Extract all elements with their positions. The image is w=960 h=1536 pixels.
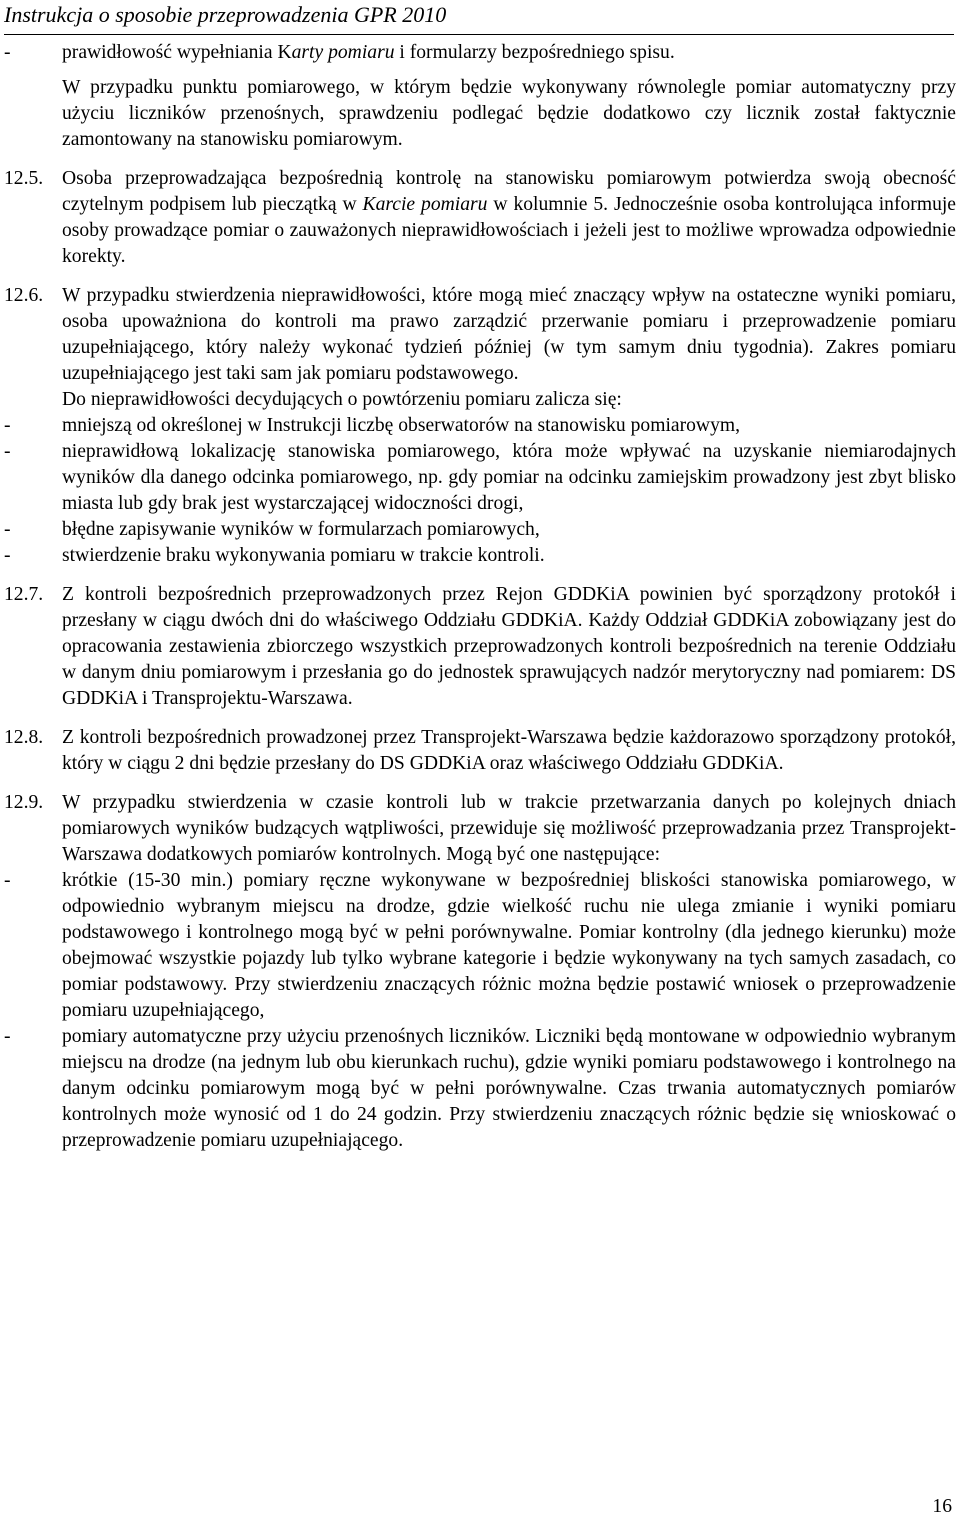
section-number: 12.9. [4,792,44,813]
section-12-9 [4,790,956,868]
section-text: Z kontroli bezpośrednich prowadzonej przez Transprojekt-Warszawa będzie każdorazowo sporządzony protokół, który w ciągu 2 dni będzie przesłany do DS GDDKiA oraz właściwego Oddziału GDDKiA. [62,727,956,774]
section-12-5 [4,166,956,270]
list-item: - błędne zapisywanie wyników w formularzach pomiarowych, [4,517,956,543]
bullet-dash: - [4,545,11,566]
bullet-dash: - [4,441,11,462]
section-number: 12.7. [4,584,44,605]
intro-bullet-text: prawidłowość wypełniania Karty pomiaru i formularzy bezpośredniego spisu. [62,42,675,63]
section-lead: Do nieprawidłowości decydujących o powtórzeniu pomiaru zalicza się: [62,389,622,410]
section-number: 12.8. [4,727,44,748]
bullet-dash: - [4,42,11,63]
bullet-dash: - [4,870,11,891]
section-text: W przypadku stwierdzenia w czasie kontroli lub w trakcie przetwarzania danych po kolejnych dniach pomiarowych wyników budzących wątpliwości, przewiduje się możliwość przeprowadzania przez Transprojekt-Warszawa dodatkowych pomiarów kontrolnych. Mogą być one następujące: [62,792,956,865]
section-number: 12.5. [4,168,44,189]
page-number: 16 [932,1496,952,1517]
bullet-dash: - [4,415,11,436]
section-12-7 [4,582,956,712]
intro-bullet [4,40,956,66]
running-header [4,0,954,35]
intro-paragraph: W przypadku punktu pomiarowego, w którym będzie wykonywany równolegle pomiar automatyczny przy użyciu liczników przenośnych, sprawdzeniu podlegać będzie dodatkowo czy licznik został faktycznie zamontowany na stanowisku pomiarowym. [62,77,956,150]
list-item: - mniejszą od określonej w Instrukcji liczbę obserwatorów na stanowisku pomiarowym, [4,413,956,439]
section-text: W przypadku stwierdzenia nieprawidłowości, które mogą mieć znaczący wpływ na ostateczne wyniki pomiaru, osoba upoważniona do kontroli ma prawo zarządzić przerwanie pomiaru i przeprowadzenie pomiaru uzupełniającego, który należy wykonać tydzień później (w tym samym dniu tygodnia). Zakres pomiaru uzupełniającego jest taki sam jak pomiaru podstawowego. [62,285,956,384]
section-text: Z kontroli bezpośrednich przeprowadzonych przez Rejon GDDKiA powinien być sporządzony protokół i przesłany w ciągu dwóch dni do właściwego Oddziału GDDKiA. Każdy Oddział GDDKiA zobowiązany jest do opracowania zestawienia zbiorczego wszystkich przeprowadzonych kontroli bezpośrednich na terenie Oddziału w danym dniu pomiarowym i przesłania go do jednostek sprawujących nadzór merytoryczny nad pomiarem: DS GDDKiA i Transprojektu-Warszawa. [62,584,956,709]
list-item: - pomiary automatyczne przy użyciu przenośnych liczników. Liczniki będą montowane w odpowiednio wybranym miejscu na drodze (na jednym lub obu kierunkach ruchu), gdzie wyniki pomiaru podstawowego i kontrolnego na danym odcinku pomiarowym mogą być w pełni porównywalne. Czas trwania automatycznych pomiarów kontrolnych może wynosić od 1 do 24 godzin. Przy stwierdzeniu znaczących różnic będzie się wnioskować o przeprowadzenie pomiaru uzupełniającego. [4,1026,956,1151]
section-text: Osoba przeprowadzająca bezpośrednią kontrolę na stanowisku pomiarowym potwierdza swoją obecność czytelnym podpisem lub pieczątką w Karcie pomiaru w kolumnie 5. Jednocześnie osoba kontrolująca informuje osoby prowadzące pomiar o zauważonych nieprawidłowościach i jeżeli jest to możliwe wprowadza odpowiednie korekty. [62,168,957,267]
list-item: - krótkie (15-30 min.) pomiary ręczne wykonywane w bezpośredniej bliskości stanowiska pomiarowego, w odpowiednio wybranym miejscu na drodze, gdzie wielkość ruchu nie ulega zmianie i wyniki pomiaru podstawowego i kontrolnego mogą być w pełni porównywalne. Pomiar kontrolny (dla jednego kierunku) może obejmować wszystkie pojazdy lub tylko wybrane kategorie i będzie wykonywany na tych samych zasadach, co pomiar podstawowy. Przy stwierdzeniu znaczących różnic można będzie postawić wniosek o przeprowadzenie pomiaru uzupełniającego, [4,870,956,1021]
list-item: - nieprawidłową lokalizację stanowiska pomiarowego, która może wpływać na uzyskanie niemiarodajnych wyników dla danego odcinka pomiarowego, np. gdy pomiar na odcinku zamiejskim prowadzony jest zbyt blisko miasta lub gdy brak jest wystarczającej widoczności drogi, [4,441,956,514]
section-12-8 [4,725,956,777]
bullet-dash: - [4,1026,11,1047]
bullet-dash: - [4,519,11,540]
section-12-6 [4,283,956,413]
page-body [4,40,956,1154]
section-number: 12.6. [4,285,44,306]
list-item: - stwierdzenie braku wykonywania pomiaru w trakcie kontroli. [4,543,956,569]
document-title: Instrukcja o sposobie przeprowadzenia GPR 2010 [4,2,447,27]
